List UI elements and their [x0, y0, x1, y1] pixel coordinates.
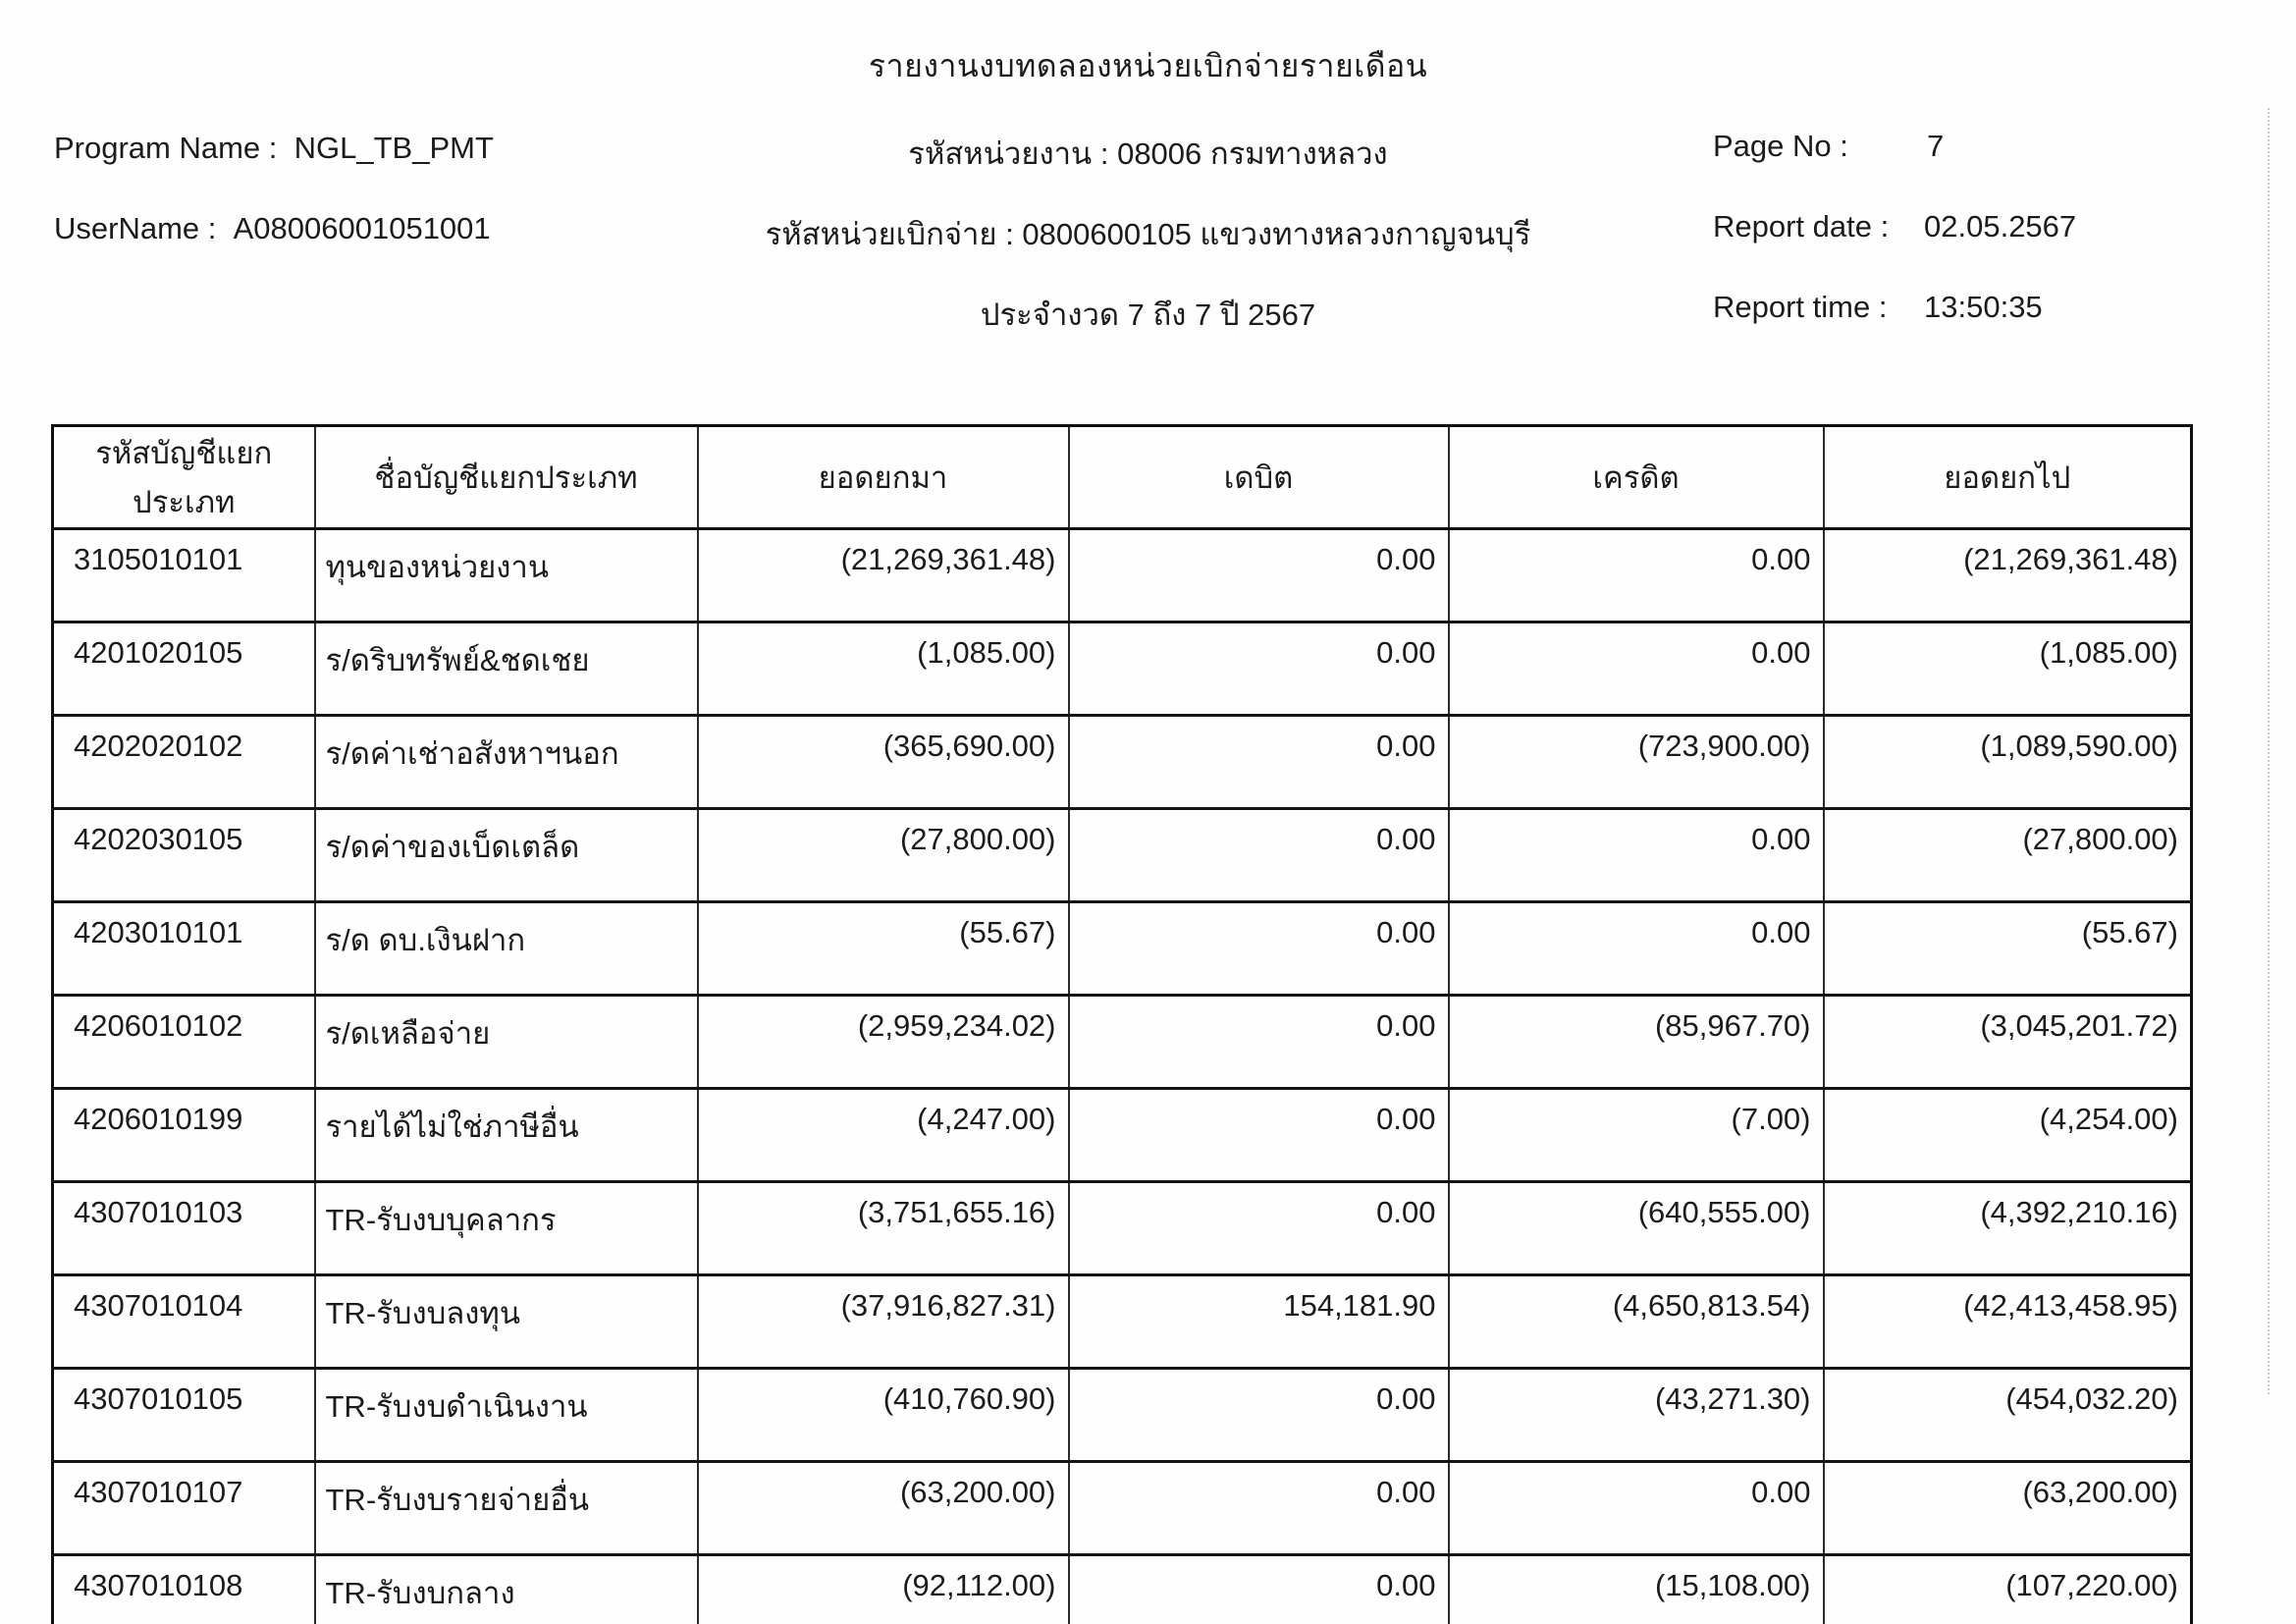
- table-row: [53, 1275, 2192, 1369]
- table-row: [53, 1462, 2192, 1555]
- table-row: [53, 809, 2192, 902]
- credit-cell: 0.00: [1449, 529, 1824, 623]
- account-code-cell: 4201020105: [53, 623, 315, 716]
- account-code-cell: 3105010101: [53, 529, 315, 623]
- account-name-header: ชื่อบัญชีแยกประเภท: [315, 426, 698, 529]
- balance-carried-cell: (107,220.00): [1824, 1555, 2192, 1624]
- account-name-cell: ร/ดค่าเช่าอสังหาฯนอก: [315, 716, 698, 809]
- period-line: ประจำงวด 7 ถึง 7 ปี 2567: [980, 298, 1316, 332]
- account-code-cell: 4203010101: [53, 902, 315, 996]
- account-name-cell: TR-รับงบรายจ่ายอื่น: [315, 1462, 698, 1555]
- debit-cell: 0.00: [1069, 716, 1449, 809]
- account-code-cell: 4202020102: [53, 716, 315, 809]
- debit-cell: 0.00: [1069, 1462, 1449, 1555]
- credit-cell: (85,967.70): [1449, 996, 1824, 1089]
- balance-forward-cell: (410,760.90): [698, 1369, 1069, 1462]
- account-name-cell: ร/ดเหลือจ่าย: [315, 996, 698, 1089]
- balance-forward-cell: (21,269,361.48): [698, 529, 1069, 623]
- account-code-cell: 4206010199: [53, 1089, 315, 1182]
- balance-forward-cell: (4,247.00): [698, 1089, 1069, 1182]
- agency-code-line: รหัสหน่วยงาน : 08006 กรมทางหลวง: [908, 136, 1388, 171]
- account-name-cell: ร/ดริบทรัพย์&ชดเชย: [315, 623, 698, 716]
- balance-carried-header: ยอดยกไป: [1824, 426, 2192, 529]
- balance-carried-cell: (63,200.00): [1824, 1462, 2192, 1555]
- balance-forward-cell: (365,690.00): [698, 716, 1069, 809]
- account-code-cell: 4307010107: [53, 1462, 315, 1555]
- balance-carried-cell: (4,392,210.16): [1824, 1182, 2192, 1275]
- debit-cell: 0.00: [1069, 1555, 1449, 1624]
- page-title: รายงานงบทดลองหน่วยเบิกจ่ายรายเดือน: [868, 48, 1428, 83]
- balance-carried-cell: (4,254.00): [1824, 1089, 2192, 1182]
- credit-cell: (15,108.00): [1449, 1555, 1824, 1624]
- table-row: [53, 716, 2192, 809]
- account-code-cell: 4307010105: [53, 1369, 315, 1462]
- page-no-label: Page No :: [1713, 129, 1848, 163]
- account-code-cell: 4307010103: [53, 1182, 315, 1275]
- balance-carried-cell: (21,269,361.48): [1824, 529, 2192, 623]
- page-no-value: 7: [1927, 129, 1945, 163]
- credit-cell: 0.00: [1449, 809, 1824, 902]
- credit-cell: 0.00: [1449, 623, 1824, 716]
- trial-balance-table: [51, 424, 2193, 1624]
- account-name-cell: TR-รับงบลงทุน: [315, 1275, 698, 1369]
- balance-forward-cell: (1,085.00): [698, 623, 1069, 716]
- credit-cell: (723,900.00): [1449, 716, 1824, 809]
- table-row: [53, 623, 2192, 716]
- credit-header: เครดิต: [1449, 426, 1824, 529]
- balance-forward-cell: (27,800.00): [698, 809, 1069, 902]
- account-code-cell: 4307010108: [53, 1555, 315, 1624]
- report-date-label: Report date :: [1713, 209, 1890, 244]
- debit-cell: 0.00: [1069, 1369, 1449, 1462]
- balance-carried-cell: (55.67): [1824, 902, 2192, 996]
- account-name-cell: TR-รับงบกลาง: [315, 1555, 698, 1624]
- balance-forward-header: ยอดยกมา: [698, 426, 1069, 529]
- account-code-cell: 4202030105: [53, 809, 315, 902]
- scan-edge-artifact: [2268, 108, 2269, 1394]
- account-name-cell: รายได้ไม่ใช่ภาษีอื่น: [315, 1089, 698, 1182]
- table-header-row: [53, 426, 2192, 529]
- credit-cell: (7.00): [1449, 1089, 1824, 1182]
- debit-cell: 0.00: [1069, 1089, 1449, 1182]
- debit-cell: 0.00: [1069, 529, 1449, 623]
- account-name-cell: TR-รับงบดำเนินงาน: [315, 1369, 698, 1462]
- table-row: [53, 529, 2192, 623]
- account-code-header: รหัสบัญชีแยกประเภท: [53, 426, 315, 529]
- account-name-cell: TR-รับงบบุคลากร: [315, 1182, 698, 1275]
- balance-forward-cell: (2,959,234.02): [698, 996, 1069, 1089]
- account-name-cell: ร/ดค่าของเบ็ดเตล็ด: [315, 809, 698, 902]
- table-row: [53, 1182, 2192, 1275]
- balance-carried-cell: (27,800.00): [1824, 809, 2192, 902]
- balance-forward-cell: (92,112.00): [698, 1555, 1069, 1624]
- table-row: [53, 1369, 2192, 1462]
- debit-cell: 0.00: [1069, 1182, 1449, 1275]
- balance-carried-cell: (454,032.20): [1824, 1369, 2192, 1462]
- debit-cell: 0.00: [1069, 809, 1449, 902]
- report-time-label: Report time :: [1713, 290, 1888, 324]
- credit-cell: (640,555.00): [1449, 1182, 1824, 1275]
- balance-carried-cell: (1,085.00): [1824, 623, 2192, 716]
- balance-forward-cell: (37,916,827.31): [698, 1275, 1069, 1369]
- credit-cell: (43,271.30): [1449, 1369, 1824, 1462]
- report-time-value: 13:50:35: [1924, 290, 2043, 324]
- credit-cell: 0.00: [1449, 1462, 1824, 1555]
- balance-forward-cell: (63,200.00): [698, 1462, 1069, 1555]
- account-name-cell: ทุนของหน่วยงาน: [315, 529, 698, 623]
- debit-cell: 154,181.90: [1069, 1275, 1449, 1369]
- account-code-cell: 4206010102: [53, 996, 315, 1089]
- balance-forward-cell: (55.67): [698, 902, 1069, 996]
- balance-carried-cell: (1,089,590.00): [1824, 716, 2192, 809]
- credit-cell: (4,650,813.54): [1449, 1275, 1824, 1369]
- debit-header: เดบิต: [1069, 426, 1449, 529]
- report-date-value: 02.05.2567: [1924, 209, 2077, 244]
- debit-cell: 0.00: [1069, 996, 1449, 1089]
- disbursement-unit-line: รหัสหน่วยเบิกจ่าย : 0800600105 แขวงทางหลวงกาญจนบุรี: [765, 217, 1531, 251]
- account-code-cell: 4307010104: [53, 1275, 315, 1369]
- debit-cell: 0.00: [1069, 623, 1449, 716]
- balance-carried-cell: (3,045,201.72): [1824, 996, 2192, 1089]
- ledger-table-body: [53, 529, 2192, 1624]
- table-row: [53, 1555, 2192, 1624]
- table-row: [53, 1089, 2192, 1182]
- credit-cell: 0.00: [1449, 902, 1824, 996]
- program-name-label: Program Name :: [54, 131, 278, 165]
- username-label: UserName :: [54, 211, 217, 245]
- program-name-value: NGL_TB_PMT: [294, 131, 494, 165]
- table-row: [53, 996, 2192, 1089]
- username-value: A08006001051001: [233, 211, 491, 245]
- balance-forward-cell: (3,751,655.16): [698, 1182, 1069, 1275]
- account-name-cell: ร/ด ดบ.เงินฝาก: [315, 902, 698, 996]
- debit-cell: 0.00: [1069, 902, 1449, 996]
- balance-carried-cell: (42,413,458.95): [1824, 1275, 2192, 1369]
- table-row: [53, 902, 2192, 996]
